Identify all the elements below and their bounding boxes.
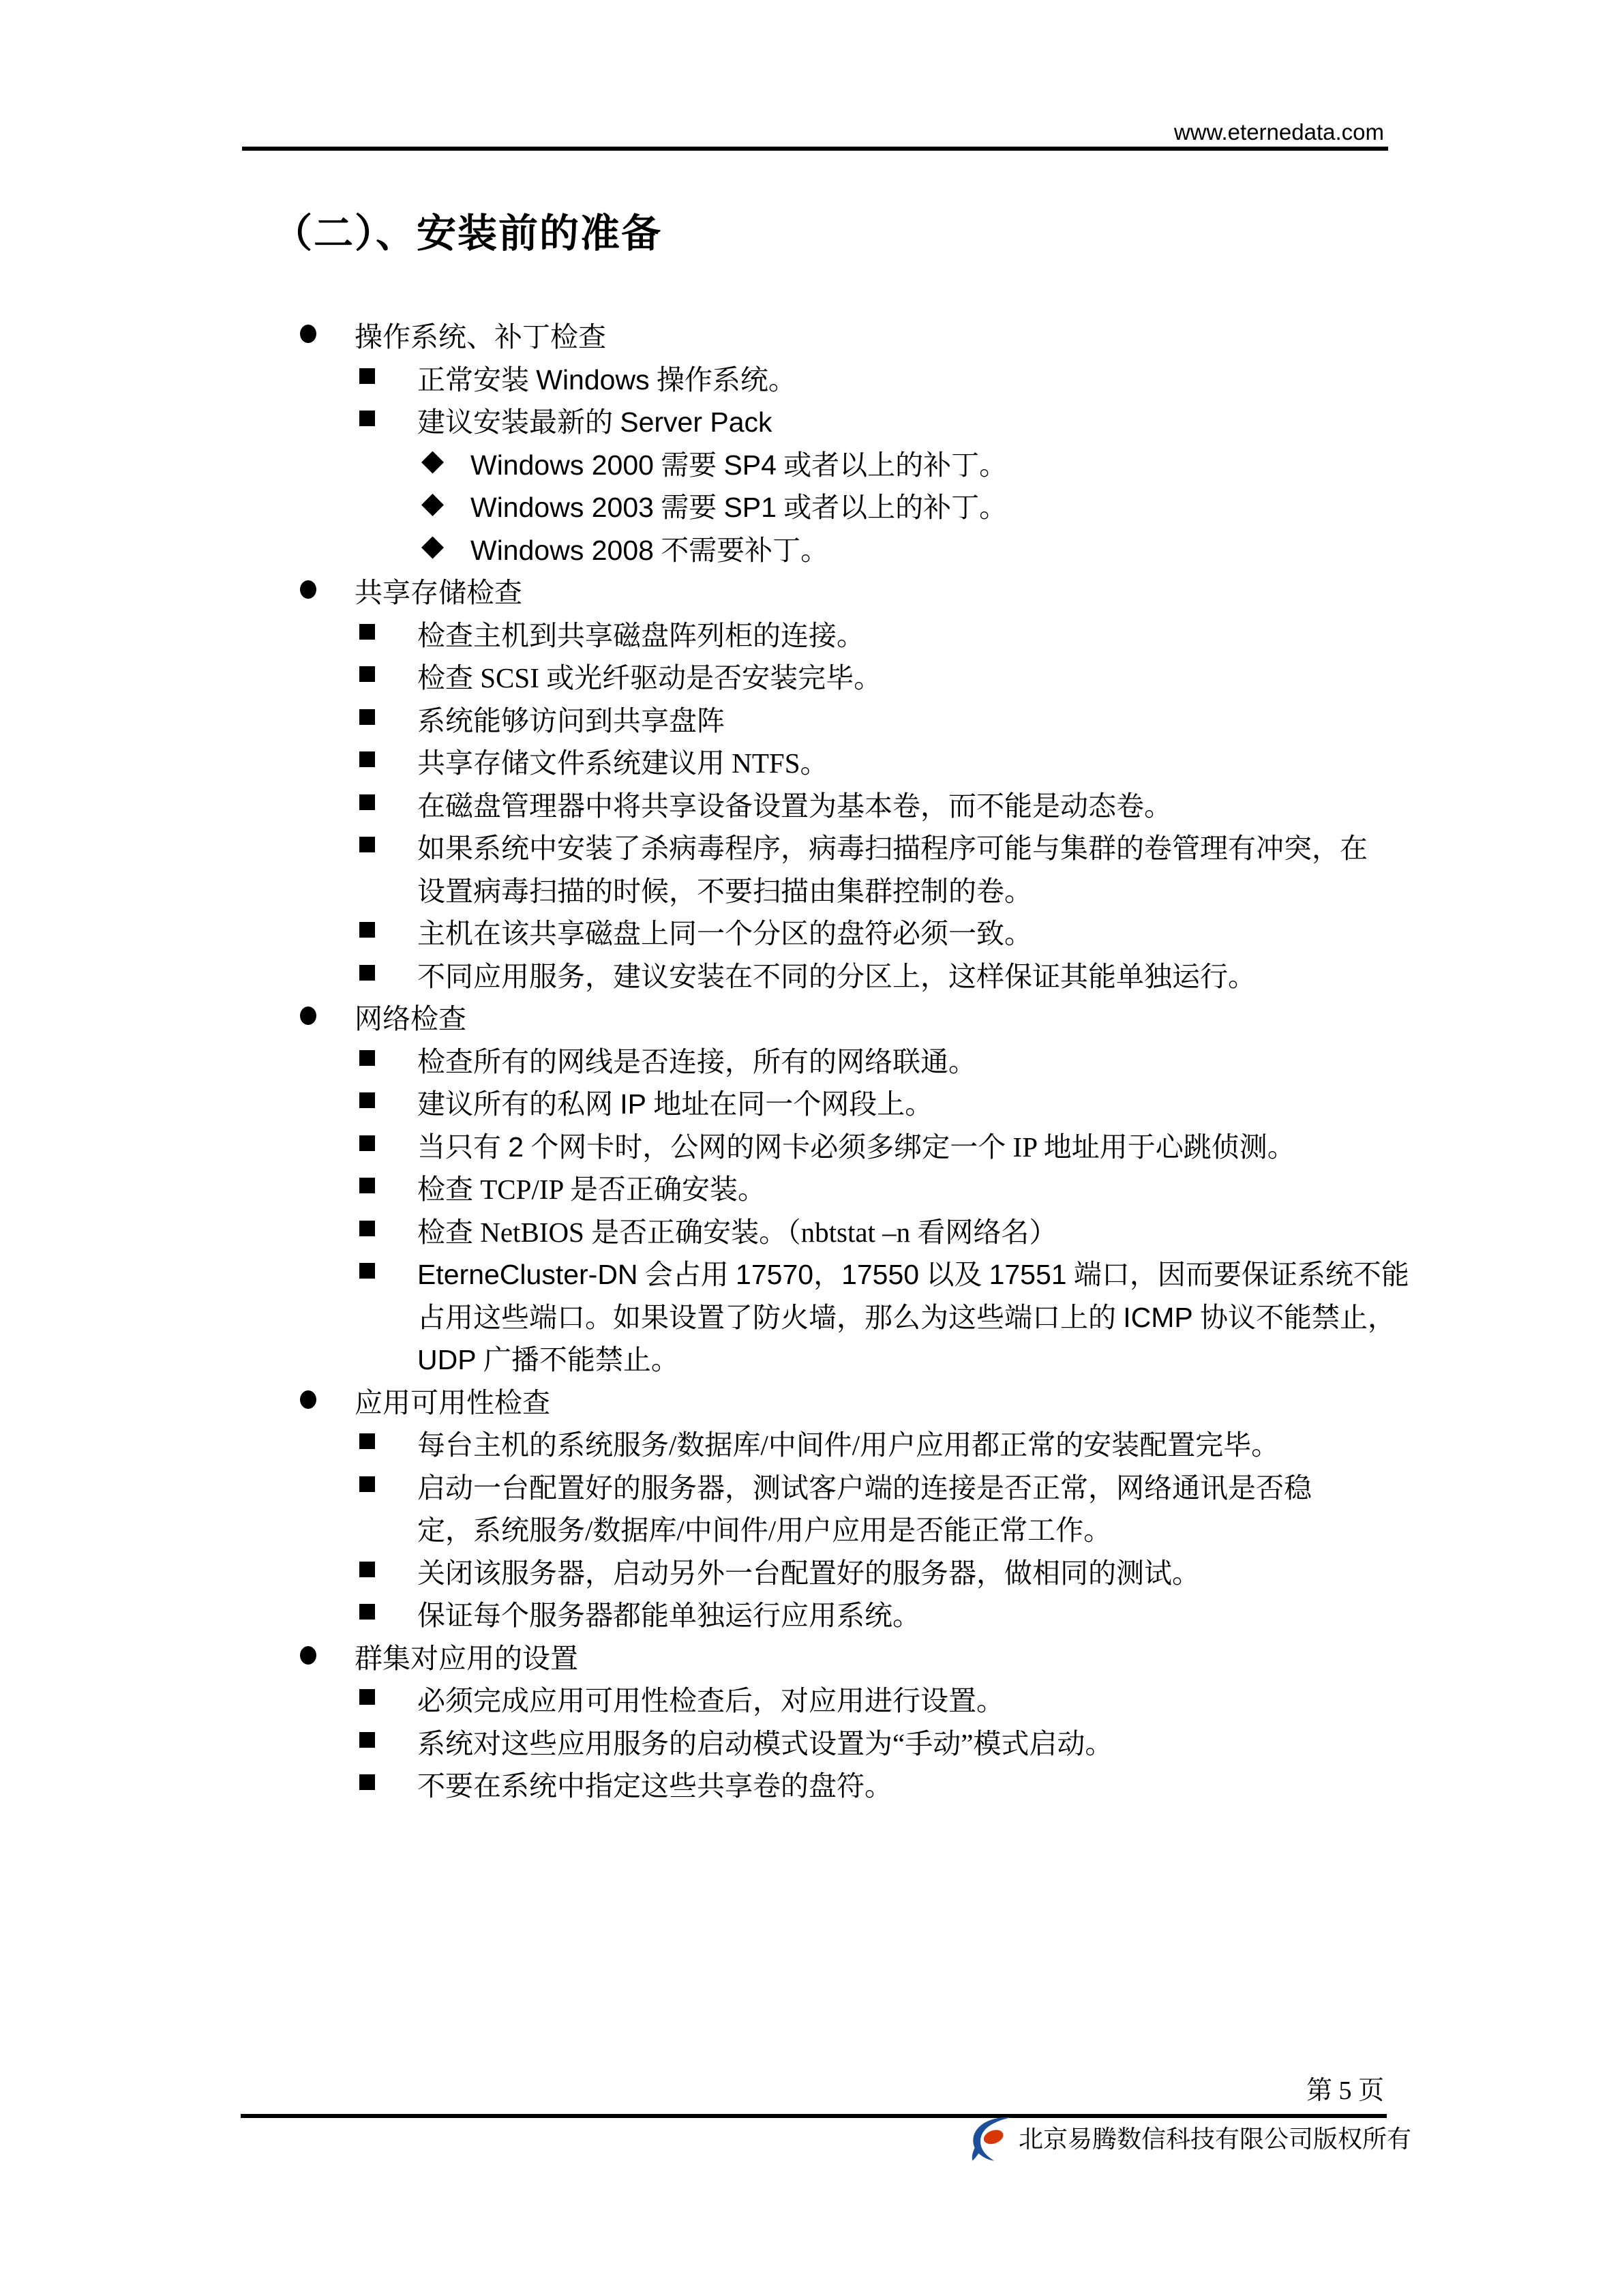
list-item-text: Windows 2000 需要 SP4 或者以上的补丁。: [470, 449, 1008, 481]
bullet-square-icon: [359, 666, 375, 682]
list-item-text: Windows 2003 需要 SP1 或者以上的补丁。: [470, 492, 1008, 523]
bullet-circle-icon: [300, 1390, 316, 1409]
list-item-text: 不同应用服务，建议安装在不同的分区上，这样保证其能单独运行。: [417, 960, 1256, 992]
list-item-text: EterneCluster-DN 会占用 17570，17550 以及 17551 端口，因而要保证系统不能: [417, 1259, 1409, 1290]
list-item-text: 群集对应用的设置: [355, 1642, 578, 1674]
list-item-text: 检查 NetBIOS 是否正确安装。（nbtstat –n 看网络名）: [417, 1216, 1057, 1248]
bullet-circle-icon: [300, 1646, 316, 1665]
page-number: 第 5 页: [1306, 2076, 1384, 2105]
bullet-circle-icon: [300, 325, 316, 343]
bullet-diamond-icon: [421, 451, 444, 474]
list-item-level-2: [0, 912, 1622, 955]
list-item-level-2: [0, 1680, 1622, 1723]
header-url: www.eternedata.com: [1173, 119, 1384, 145]
list-item-text: UDP 广播不能禁止。: [417, 1344, 679, 1375]
list-item-level-2: [0, 359, 1622, 402]
list-item-text: 当只有 2 个网卡时，公网的网卡必须多绑定一个 IP 地址用于心跳侦测。: [417, 1131, 1295, 1163]
checklist: [0, 316, 1622, 1808]
bullet-square-icon: [359, 624, 375, 640]
list-item-level-2: [0, 1253, 1622, 1296]
page-title: （二）、安装前的准备: [273, 211, 663, 256]
list-item-text: 正常安装 Windows 操作系统。: [417, 363, 796, 396]
list-item-level-3: [0, 444, 1622, 487]
list-item-level-1: [0, 316, 1622, 359]
list-item-level-3: [0, 529, 1622, 572]
list-line-continuation: [0, 1509, 1622, 1552]
bullet-circle-icon: [300, 580, 316, 599]
list-item-level-2: [0, 1424, 1622, 1467]
list-item-level-1: [0, 1637, 1622, 1680]
list-item-text: 如果系统中安装了杀病毒程序，病毒扫描程序可能与集群的卷管理有冲突，在: [417, 833, 1368, 864]
list-item-level-2: [0, 827, 1622, 870]
bullet-square-icon: [359, 1433, 375, 1449]
bullet-square-icon: [359, 1263, 375, 1279]
list-item-text: 占用这些端口。如果设置了防火墙，那么为这些端口上的 ICMP 协议不能禁止，: [417, 1301, 1396, 1333]
bullet-square-icon: [359, 1604, 375, 1620]
list-item-level-2: [0, 657, 1622, 700]
bullet-square-icon: [359, 1689, 375, 1705]
list-item-text: 保证每个服务器都能单独运行应用系统。: [417, 1600, 920, 1631]
bullet-square-icon: [359, 1135, 375, 1151]
list-item-text: 关闭该服务器，启动另外一台配置好的服务器，做相同的测试。: [417, 1557, 1200, 1589]
bullet-diamond-icon: [421, 537, 444, 559]
list-item-text: 每台主机的系统服务/数据库/中间件/用户应用都正常的安装配置完毕。: [417, 1429, 1280, 1461]
bullet-square-icon: [359, 1732, 375, 1748]
list-line-continuation: [0, 870, 1622, 913]
bullet-square-icon: [359, 751, 375, 767]
list-line-continuation: [0, 1339, 1622, 1382]
list-item-text: 设置病毒扫描的时候，不要扫描由集群控制的卷。: [417, 875, 1032, 907]
list-item-text: 必须完成应用可用性检查后，对应用进行设置。: [417, 1685, 1004, 1716]
list-item-level-2: [0, 1765, 1622, 1808]
list-item-text: 检查 SCSI 或光纤驱动是否安装完毕。: [417, 662, 882, 694]
list-item-text: 检查所有的网线是否连接，所有的网络联通。: [417, 1045, 976, 1077]
list-item-level-2: [0, 1041, 1622, 1084]
list-item-text: 操作系统、补丁检查: [355, 321, 606, 353]
list-item-level-2: [0, 1083, 1622, 1126]
list-item-level-2: [0, 955, 1622, 998]
list-item-level-1: [0, 1382, 1622, 1425]
list-item-text: 检查 TCP/IP 是否正确安装。: [417, 1174, 766, 1205]
bullet-square-icon: [359, 1050, 375, 1066]
list-item-text: 主机在该共享磁盘上同一个分区的盘符必须一致。: [417, 918, 1032, 949]
list-item-text: 系统对这些应用服务的启动模式设置为“手动”模式启动。: [417, 1727, 1113, 1759]
list-item-text: 应用可用性检查: [355, 1386, 550, 1418]
list-item-text: 建议安装最新的 Server Pack: [417, 406, 772, 438]
bullet-square-icon: [359, 709, 375, 725]
list-item-level-2: [0, 614, 1622, 657]
header-rule: [242, 147, 1388, 151]
list-item-level-2: [0, 785, 1622, 828]
list-item-level-2: [0, 700, 1622, 743]
bullet-square-icon: [359, 922, 375, 938]
list-item-level-2: [0, 1723, 1622, 1765]
list-item-level-3: [0, 486, 1622, 529]
bullet-square-icon: [359, 368, 375, 384]
list-item-text: 不要在系统中指定这些共享卷的盘符。: [417, 1770, 892, 1802]
list-item-text: 定，系统服务/数据库/中间件/用户应用是否能正常工作。: [417, 1515, 1112, 1546]
bullet-circle-icon: [300, 1007, 316, 1025]
bullet-square-icon: [359, 1774, 375, 1790]
list-item-level-1: [0, 571, 1622, 614]
bullet-square-icon: [359, 411, 375, 426]
list-item-level-2: [0, 1467, 1622, 1510]
list-item-text: 系统能够访问到共享盘阵: [417, 704, 725, 736]
list-item-level-2: [0, 1168, 1622, 1211]
list-item-level-2: [0, 1552, 1622, 1595]
list-item-level-2: [0, 1126, 1622, 1169]
list-item-text: 网络检查: [355, 1003, 466, 1034]
list-item-level-2: [0, 742, 1622, 785]
list-item-text: 共享存储检查: [355, 577, 522, 608]
copyright-text: 北京易腾数信科技有限公司版权所有: [1019, 2126, 1412, 2153]
bullet-square-icon: [359, 837, 375, 852]
company-logo-icon: [967, 2116, 1017, 2162]
bullet-square-icon: [359, 965, 375, 981]
list-item-text: 检查主机到共享磁盘阵列柜的连接。: [417, 619, 865, 651]
list-item-text: 启动一台配置好的服务器，测试客户端的连接是否正常，网络通讯是否稳: [417, 1472, 1312, 1504]
footer-rule: [241, 2114, 1387, 2118]
list-line-continuation: [0, 1296, 1622, 1339]
bullet-square-icon: [359, 1092, 375, 1108]
bullet-square-icon: [359, 1221, 375, 1236]
list-item-text: 建议所有的私网 IP 地址在同一个网段上。: [417, 1088, 933, 1120]
list-item-text: 共享存储文件系统建议用 NTFS。: [417, 747, 828, 779]
list-item-level-2: [0, 401, 1622, 444]
bullet-square-icon: [359, 794, 375, 810]
list-item-text: Windows 2008 不需要补丁。: [470, 534, 829, 566]
bullet-square-icon: [359, 1562, 375, 1577]
list-item-level-2: [0, 1594, 1622, 1637]
list-item-level-2: [0, 1211, 1622, 1254]
bullet-square-icon: [359, 1178, 375, 1193]
list-item-text: 在磁盘管理器中将共享设备设置为基本卷，而不能是动态卷。: [417, 790, 1172, 822]
bullet-diamond-icon: [421, 494, 444, 516]
bullet-square-icon: [359, 1476, 375, 1492]
list-item-level-1: [0, 998, 1622, 1041]
